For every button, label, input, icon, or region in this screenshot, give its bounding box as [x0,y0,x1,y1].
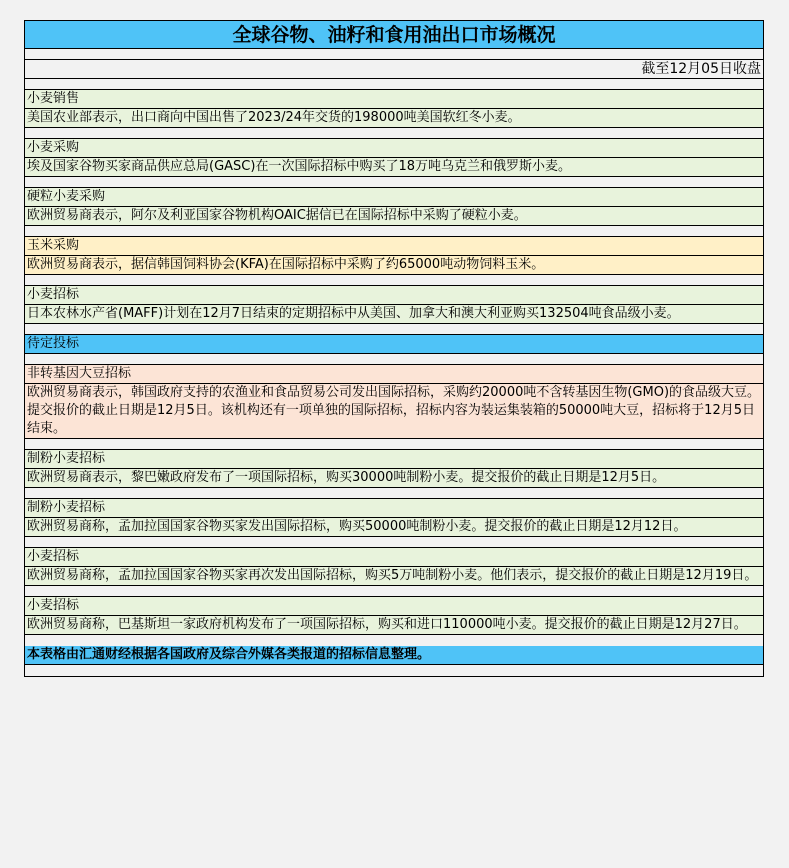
section-heading: 小麦招标 [25,597,763,616]
blank-row [25,439,763,450]
blank-row [25,665,763,676]
blank-row [25,537,763,548]
blank-row [25,635,763,646]
blank-row [25,226,763,237]
section-text: 美国农业部表示，出口商向中国出售了2023/24年交货的198000吨美国软红冬小麦。 [25,109,763,128]
blank-row [25,49,763,60]
section-heading: 小麦招标 [25,548,763,567]
section-heading: 制粉小麦招标 [25,499,763,518]
blank-row [25,79,763,90]
section-heading: 制粉小麦招标 [25,450,763,469]
blank-row [25,324,763,335]
sections-container [25,90,763,646]
section-text: 欧洲贸易商称，孟加拉国国家谷物买家发出国际招标，购买50000吨制粉小麦。提交报价的截止日期是12月12日。 [25,518,763,537]
footer-note: 本表格由汇通财经根据各国政府及综合外媒各类报道的招标信息整理。 [25,646,763,665]
section-text: 欧洲贸易商表示，据信韩国饲料协会(KFA)在国际招标中采购了约65000吨动物饲料玉米。 [25,256,763,275]
blank-row [25,128,763,139]
section-text: 欧洲贸易商表示，黎巴嫩政府发布了一项国际招标，购买30000吨制粉小麦。提交报价的截止日期是12月5日。 [25,469,763,488]
section-text: 欧洲贸易商称，孟加拉国国家谷物买家再次发出国际招标，购买5万吨制粉小麦。他们表示，提交报价的截止日期是12月19日。 [25,567,763,586]
section-text: 欧洲贸易商表示，韩国政府支持的农渔业和食品贸易公司发出国际招标，采购约20000吨不含转基因生物(GMO)的食品级大豆。提交报价的截止日期是12月5日。该机构还有一项单独的国际招标，招标内容为装运集装箱的50000吨大豆，招标将于12月5日结束。 [25,384,763,439]
blank-row [25,177,763,188]
date-label: 截至12月05日收盘 [25,60,763,79]
section-heading: 待定投标 [25,335,763,354]
section-heading: 小麦销售 [25,90,763,109]
page-title: 全球谷物、油籽和食用油出口市场概况 [25,21,763,49]
section-text: 日本农林水产省(MAFF)计划在12月7日结束的定期招标中从美国、加拿大和澳大利亚购买132504吨食品级小麦。 [25,305,763,324]
blank-row [25,275,763,286]
blank-row [25,586,763,597]
section-heading: 硬粒小麦采购 [25,188,763,207]
section-text: 埃及国家谷物买家商品供应总局(GASC)在一次国际招标中购买了18万吨乌克兰和俄罗斯小麦。 [25,158,763,177]
spreadsheet-table [24,20,764,677]
blank-row [25,354,763,365]
blank-row [25,488,763,499]
section-heading: 玉米采购 [25,237,763,256]
section-heading: 小麦采购 [25,139,763,158]
section-heading: 非转基因大豆招标 [25,365,763,384]
section-heading: 小麦招标 [25,286,763,305]
section-text: 欧洲贸易商表示，阿尔及利亚国家谷物机构OAIC据信已在国际招标中采购了硬粒小麦。 [25,207,763,226]
section-text: 欧洲贸易商称，巴基斯坦一家政府机构发布了一项国际招标，购买和进口110000吨小麦。提交报价的截止日期是12月27日。 [25,616,763,635]
